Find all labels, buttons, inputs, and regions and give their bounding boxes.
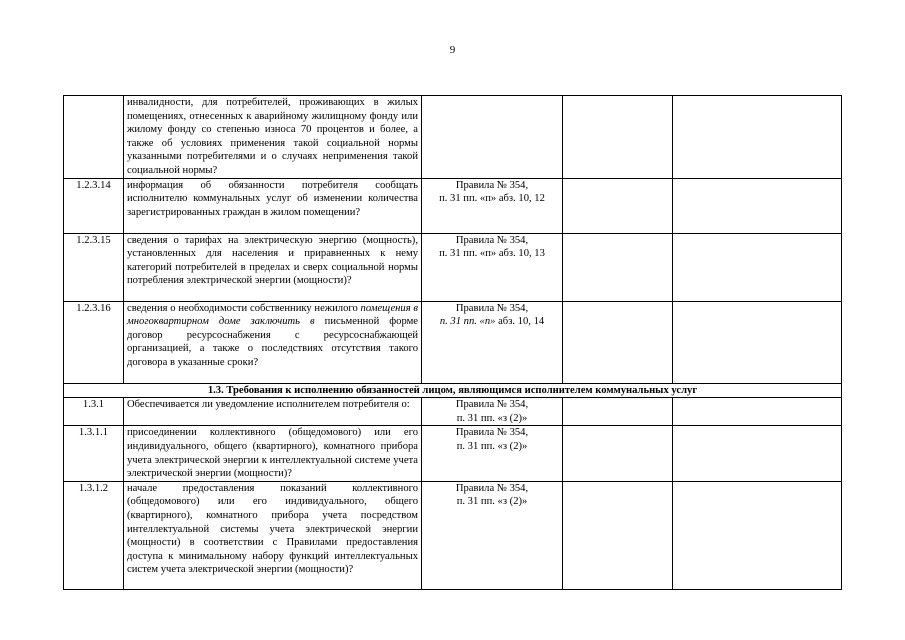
legal-reference [422,426,563,481]
table-row [64,178,842,233]
legal-reference [422,178,563,233]
legal-reference [422,481,563,589]
table-row [64,426,842,481]
row-number: 1.2.3.14 [64,178,124,233]
reference-line: Правила № 354, [455,302,529,314]
table-row [64,301,842,383]
legal-reference [422,301,563,383]
answer-cell [563,481,673,589]
reference-italic: п. 31 пп. «п» [439,316,496,328]
section-header: 1.3. Требования к исполнению обязанностей лицом, являющимся исполнителем коммунальных услуг [64,383,842,398]
reference-line: п. 31 пп. «з (2)» [456,412,528,424]
reference-line: Правила № 354, [455,179,529,191]
answer-cell [563,398,673,426]
requirement-text: информация об обязанности потребителя сообщать исполнителю коммунальных услуг об изменении количества зарегистрированных граждан в жилом помещении? [124,178,422,233]
row-number: 1.3.1 [64,398,124,426]
note-cell [673,233,842,301]
reference-rest: абз. 10, 14 [495,316,545,328]
note-cell [673,178,842,233]
note-cell [673,301,842,383]
requirement-text-part: сведения о необходимости собственнику нежилого [127,302,361,314]
answer-cell [563,233,673,301]
table-row [64,233,842,301]
answer-cell [563,178,673,233]
reference-line: п. 31 пп. «п» абз. 10, 12 [439,193,545,205]
requirement-text: Обеспечивается ли уведомление исполнителем потребителя о: [124,398,422,426]
table-row [64,96,842,179]
legal-reference [422,96,563,179]
note-cell [673,96,842,179]
row-number: 1.3.1.1 [64,426,124,481]
note-cell [673,398,842,426]
answer-cell [563,426,673,481]
requirement-text: сведения о тарифах на электрическую энергию (мощность), установленных для населения и приравненных к нему категорий потребителей в пределах и сверх социальной нормы потребления электрической энергии (мощности)? [124,233,422,301]
requirement-text: инвалидности, для потребителей, проживающих в жилых помещениях, отнесенных к аварийному жилищному фонду или жилому фонду со степенью износа 70 процентов и более, а также об условиях применения такой социальной нормы указанными потребителями и о случаях неприменения такой социальной нормы? [124,96,422,179]
page-number: 9 [449,44,456,56]
requirement-text: начале предоставления показаний коллективного (общедомового) или его индивидуального, общего (квартирного), комнатного прибора учета посредством интеллектуальной системы учета электрической энергии (мощности) в соответствии с Правилами предоставления доступа к минимальному набору функций интеллектуальных систем учета электрической энергии (мощности)? [124,481,422,589]
reference-line: Правила № 354, [455,234,529,246]
answer-cell [563,96,673,179]
reference-line: Правила № 354, [455,399,529,411]
legal-reference [422,398,563,426]
reference-line: Правила № 354, [455,482,529,494]
row-number [64,96,124,179]
note-cell [673,481,842,589]
requirements-table [63,95,842,590]
reference-line: Правила № 354, [455,427,529,439]
legal-reference [422,233,563,301]
table-row [64,481,842,589]
requirement-text-italic: помещения в многоквартирном доме заключить в [127,302,418,328]
reference-line: п. 31 пп. «п» абз. 10, 13 [439,248,545,260]
table-row [64,398,842,426]
reference-line: п. 31 пп. «з (2)» [456,496,528,508]
requirement-text [124,301,422,383]
reference-line: п. 31 пп. «з (2)» [456,440,528,452]
row-number: 1.2.3.16 [64,301,124,383]
note-cell [673,426,842,481]
row-number: 1.2.3.15 [64,233,124,301]
answer-cell [563,301,673,383]
row-number: 1.3.1.2 [64,481,124,589]
reference-line [425,315,559,329]
section-header-row [64,383,842,398]
requirement-text-part: письменной форме договор ресурсоснабжения с ресурсоснабжающей организацией, а также о последствиях отсутствия такого договора в указанные сроки? [127,316,418,368]
requirement-text: присоединении коллективного (общедомового) или его индивидуального, общего (квартирного), комнатного прибора учета электрической энергии к интеллектуальной системе учета электрической энергии (мощности)? [124,426,422,481]
